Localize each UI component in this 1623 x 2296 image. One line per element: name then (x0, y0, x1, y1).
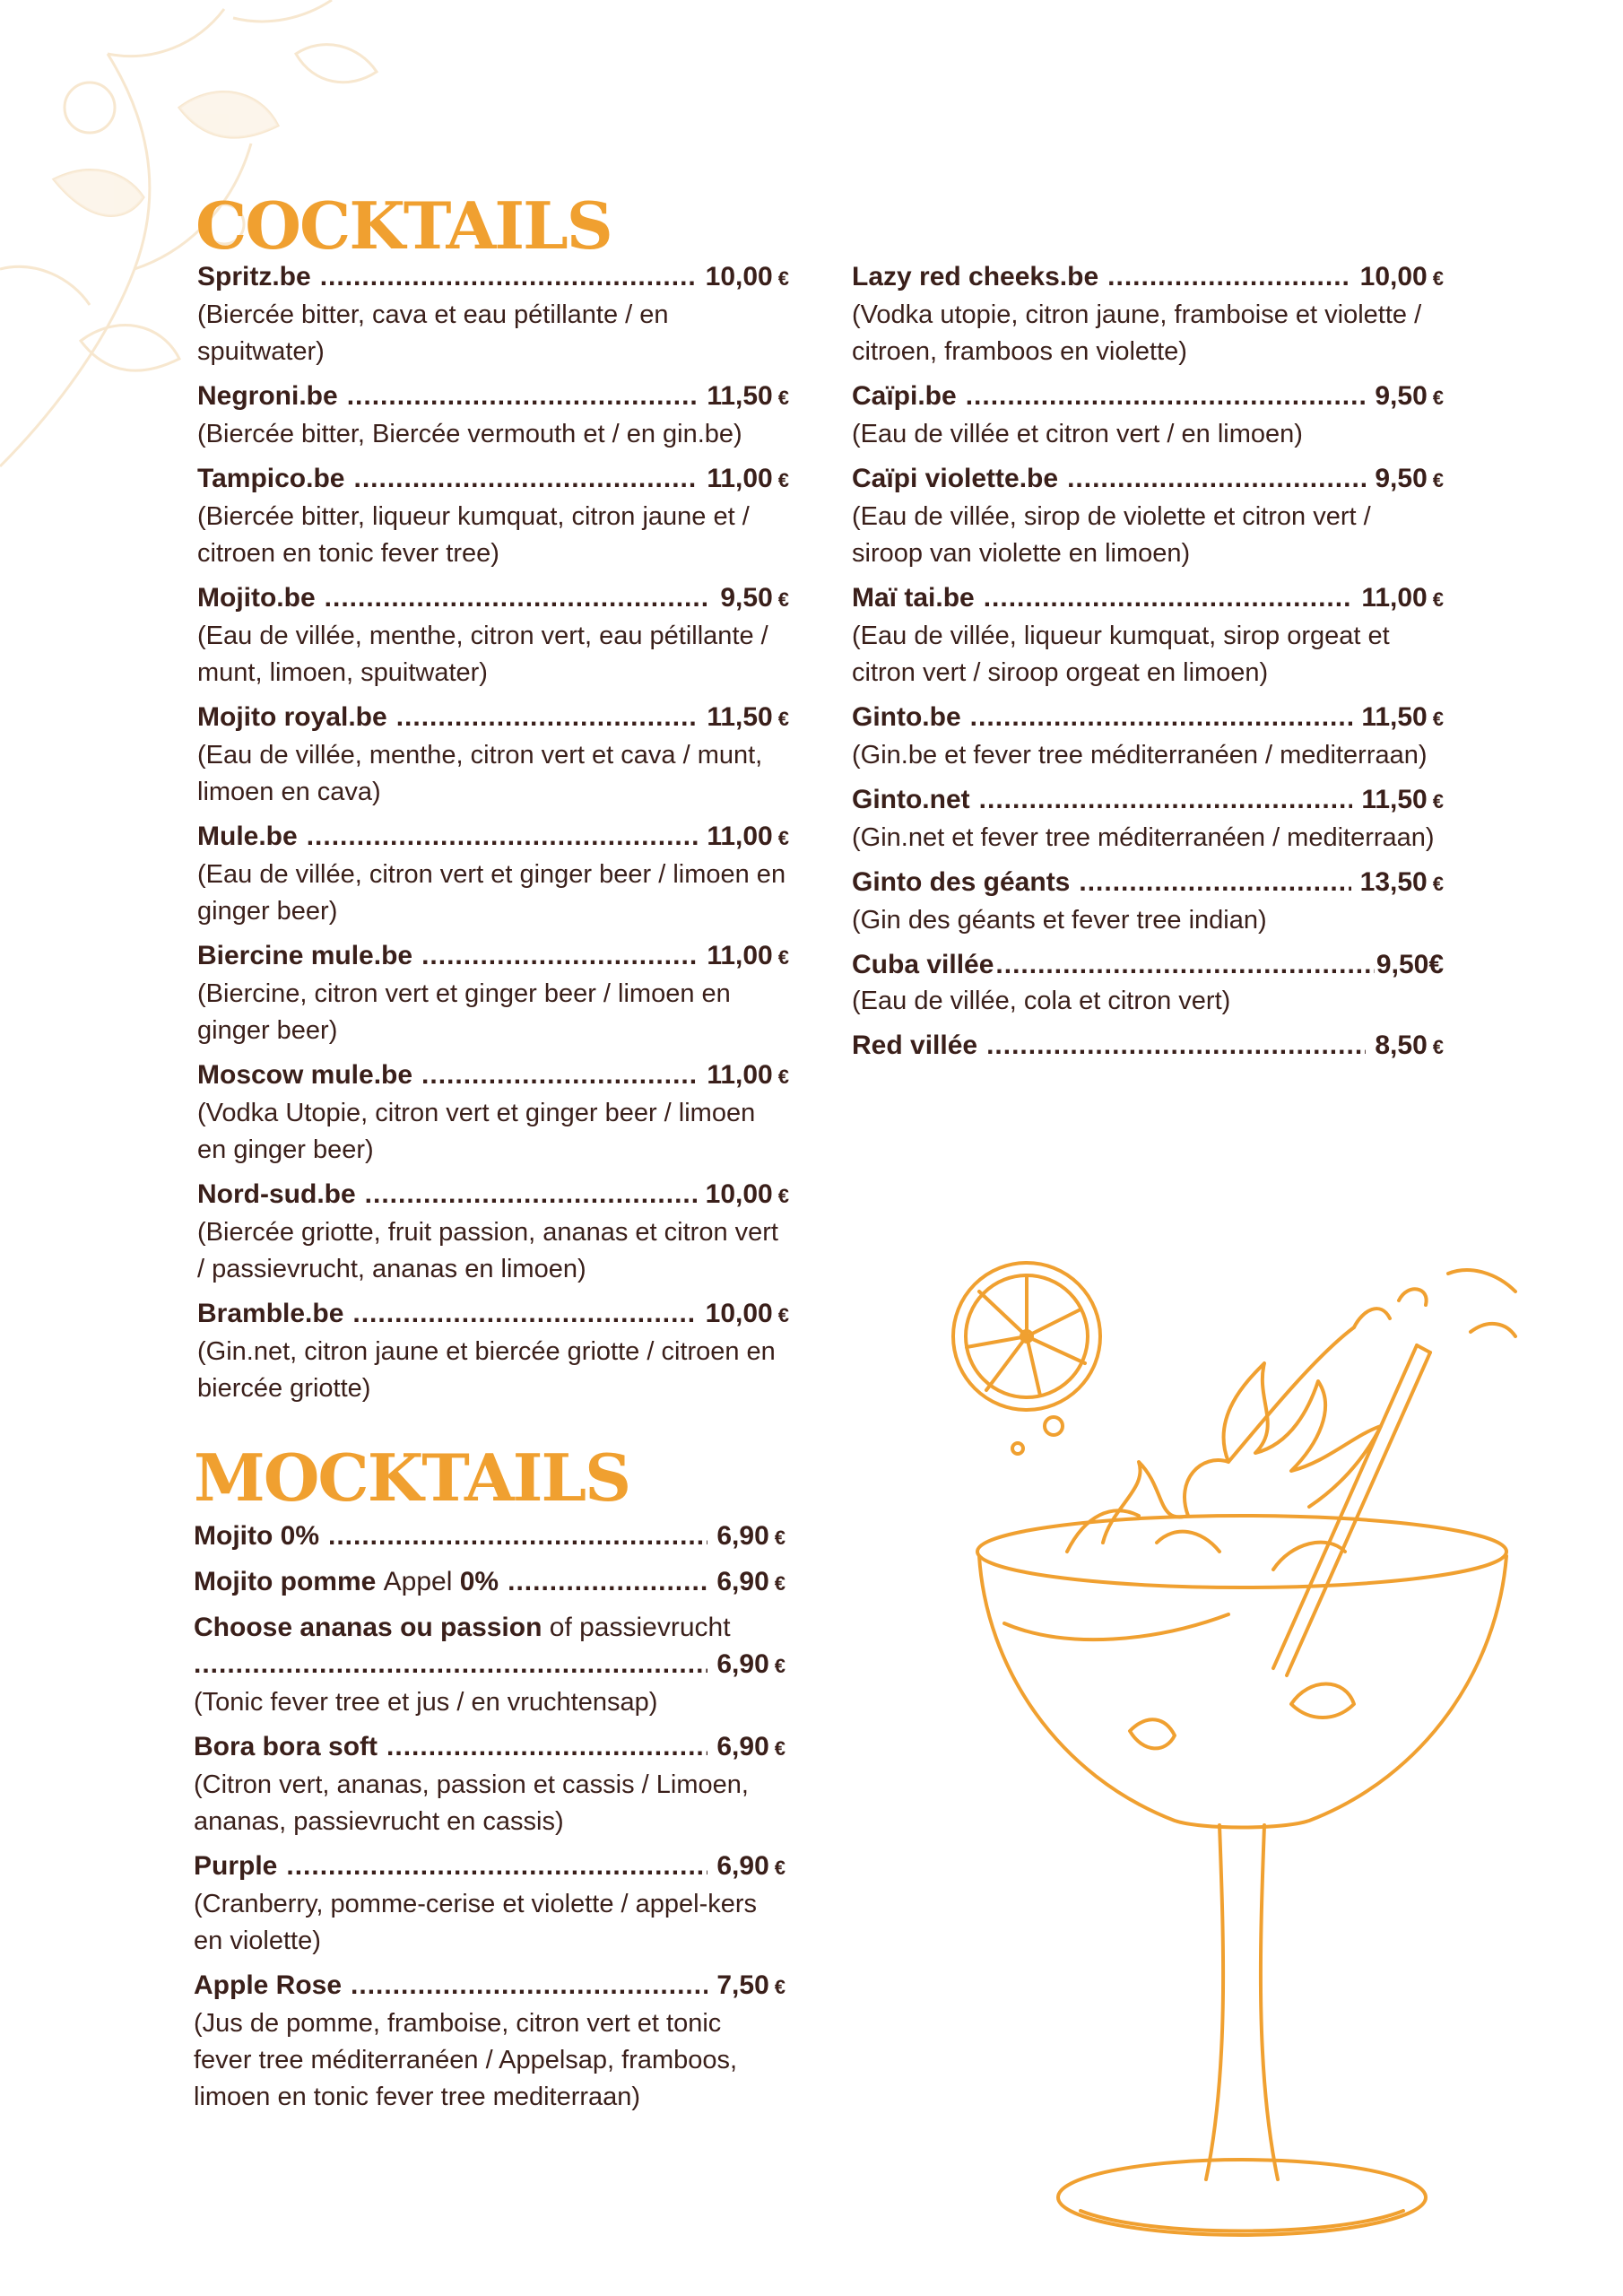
menu-item (852, 1027, 1444, 1065)
item-description: (Eau de villée, sirop de violette et citron vert / siroop van violette en limoen) (852, 502, 1371, 568)
item-price: 10,00 (705, 1179, 773, 1209)
item-name: Mojito.be (197, 583, 316, 613)
item-price: 6,90 (716, 1851, 769, 1881)
item-description: (Vodka utopie, citron jaune, framboise et violette / citroen, framboos en violette) (852, 300, 1422, 366)
menu-item (197, 1176, 789, 1288)
mocktails-heading: MOCKTAILS (194, 1439, 630, 1516)
item-description: (Biercée bitter, liqueur kumquat, citron jaune et / citroen en tonic fever tree) (197, 502, 750, 568)
item-price: 6,90 (716, 1649, 769, 1679)
menu-item (194, 1518, 785, 1556)
item-name: Ginto.be (852, 702, 961, 732)
item-name: Biercine mule.be (197, 941, 413, 970)
mocktails-column (194, 1518, 785, 2123)
currency: € (777, 708, 789, 730)
item-description: (Jus de pomme, framboise, citron vert et tonic fever tree méditerranéen / Appelsap, framboos, limoen en tonic fever tree mediterraan) (194, 2009, 738, 2111)
menu-item (197, 818, 789, 930)
item-description: (Gin.be et fever tree méditerranéen / mediterraan) (852, 741, 1428, 770)
item-price: 9,50 (1375, 464, 1428, 493)
item-price: 11,50 (707, 702, 773, 732)
item-description: (Citron vert, ananas, passion et cassis / Limoen, ananas, passievrucht en cassis) (194, 1770, 749, 1836)
currency: € (1432, 588, 1444, 611)
item-name: Purple (194, 1851, 278, 1881)
menu-item (852, 579, 1444, 691)
item-price: 10,00 (705, 262, 773, 291)
item-name: Ginto des géants (852, 867, 1071, 897)
menu-item (197, 378, 789, 453)
currency: € (1432, 469, 1444, 491)
item-description: (Vodka Utopie, citron vert et ginger beer / limoen en ginger beer) (197, 1099, 756, 1164)
item-price: 6,90 (716, 1521, 769, 1551)
item-price: 10,00 (705, 1299, 773, 1328)
item-description: (Biercée griotte, fruit passion, ananas et citron vert / passievrucht, ananas en limoen) (197, 1218, 778, 1283)
menu-item (197, 1295, 789, 1407)
currency: € (774, 1976, 785, 1998)
item-name: Choose ananas ou passion of passievrucht (194, 1613, 731, 1642)
currency: € (1432, 267, 1444, 290)
item-name: Lazy red cheeks.be (852, 262, 1099, 291)
menu-item (197, 258, 789, 370)
currency: € (777, 267, 789, 290)
item-price: 11,00 (707, 822, 773, 851)
menu-item (197, 937, 789, 1049)
menu-item (194, 1563, 785, 1602)
menu-item (194, 1609, 785, 1721)
currency: € (777, 946, 789, 969)
currency: € (777, 1065, 789, 1088)
item-name: Spritz.be (197, 262, 311, 291)
item-name: Tampico.be (197, 464, 345, 493)
item-description: (Eau de villée, menthe, citron vert et cava / munt, limoen en cava) (197, 741, 763, 806)
currency: € (774, 1572, 785, 1595)
item-name: Mule.be (197, 822, 298, 851)
item-description: (Gin.net, citron jaune et biercée griotte / citroen en biercée griotte) (197, 1337, 776, 1403)
currency: € (774, 1526, 785, 1549)
item-price: 9,50 (1375, 381, 1428, 411)
item-price: 11,00 (707, 941, 773, 970)
currency: € (777, 387, 789, 409)
item-name: Cuba villée (852, 950, 994, 979)
item-description: (Biercine, citron vert et ginger beer / limoen en ginger beer) (197, 979, 731, 1045)
currency: € (777, 469, 789, 491)
currency: € (777, 588, 789, 611)
item-name: Bora bora soft (194, 1732, 378, 1761)
item-price: 10,00 (1359, 262, 1428, 291)
menu-item (194, 1728, 785, 1840)
cocktails-heading: COCKTAILS (195, 187, 612, 264)
item-price: 9,50 (720, 583, 773, 613)
item-price: 11,50 (707, 381, 773, 411)
item-description: (Gin.net et fever tree méditerranéen / mediterraan) (852, 823, 1435, 852)
item-price: 13,50 (1359, 867, 1428, 897)
item-description: (Eau de villée et citron vert / en limoen) (852, 420, 1303, 448)
currency: € (1432, 1036, 1444, 1058)
item-name: Apple Rose (194, 1970, 343, 2000)
cocktail-glass-illustration (933, 1247, 1551, 2269)
item-price: 8,50 (1375, 1031, 1428, 1060)
currency: € (777, 827, 789, 849)
menu-item (852, 258, 1444, 370)
currency: € (777, 1304, 789, 1326)
currency: € (1432, 873, 1444, 895)
item-price: 11,50 (1361, 785, 1428, 814)
item-name: Ginto.net (852, 785, 970, 814)
menu-item (194, 1967, 785, 2116)
item-price: 9,50 (1376, 950, 1429, 979)
item-name: Bramble.be (197, 1299, 344, 1328)
currency: € (1432, 790, 1444, 813)
item-price: 6,90 (716, 1567, 769, 1596)
orange-slice-icon (953, 1263, 1100, 1410)
menu-item (852, 946, 1444, 1020)
currency: € (777, 1185, 789, 1207)
currency: € (774, 1857, 785, 1879)
cocktails-left-column (197, 258, 789, 1414)
menu-item (194, 1848, 785, 1960)
item-name: Moscow mule.be (197, 1060, 413, 1090)
item-description: (Eau de villée, menthe, citron vert, eau pétillante / munt, limoen, spuitwater) (197, 622, 768, 687)
item-price: 6,90 (716, 1732, 769, 1761)
item-name: Maï tai.be (852, 583, 975, 613)
item-price: 7,50 (716, 1970, 769, 2000)
menu-item (852, 378, 1444, 453)
item-name: Mojito 0% (194, 1521, 319, 1551)
item-description: (Biercée bitter, Biercée vermouth et / en gin.be) (197, 420, 742, 448)
item-description: (Eau de villée, liqueur kumquat, sirop orgeat et citron vert / siroop orgeat en limoen) (852, 622, 1390, 687)
item-name: Caïpi.be (852, 381, 957, 411)
item-description: (Eau de villée, citron vert et ginger beer / limoen en ginger beer) (197, 860, 786, 926)
item-price: 11,00 (707, 464, 773, 493)
item-name: Mojito pomme Appel 0% (194, 1567, 499, 1596)
menu-item (852, 460, 1444, 572)
item-price: 11,00 (707, 1060, 773, 1090)
item-name: Nord-sud.be (197, 1179, 356, 1209)
menu-item (852, 699, 1444, 774)
currency: € (1428, 950, 1444, 979)
currency: € (1432, 708, 1444, 730)
item-description: (Eau de villée, cola et citron vert) (852, 987, 1231, 1015)
menu-item (197, 1057, 789, 1169)
item-description: (Gin des géants et fever tree indian) (852, 906, 1267, 935)
currency: € (774, 1737, 785, 1760)
menu-item (852, 864, 1444, 939)
currency: € (774, 1655, 785, 1677)
menu-item (197, 699, 789, 811)
item-description: (Biercée bitter, cava et eau pétillante / en spuitwater) (197, 300, 669, 366)
menu-item (197, 460, 789, 572)
menu-item (197, 579, 789, 691)
item-description: (Cranberry, pomme-cerise et violette / appel-kers en violette) (194, 1890, 758, 1955)
item-description: (Tonic fever tree et jus / en vruchtensap) (194, 1688, 658, 1717)
item-price: 11,50 (1361, 702, 1428, 732)
currency: € (1432, 387, 1444, 409)
cocktails-right-column (852, 258, 1444, 1073)
item-name: Negroni.be (197, 381, 338, 411)
item-name: Caïpi violette.be (852, 464, 1059, 493)
menu-item (852, 781, 1444, 857)
item-price: 11,00 (1361, 583, 1428, 613)
item-name: Red villée (852, 1031, 978, 1060)
item-name: Mojito royal.be (197, 702, 387, 732)
